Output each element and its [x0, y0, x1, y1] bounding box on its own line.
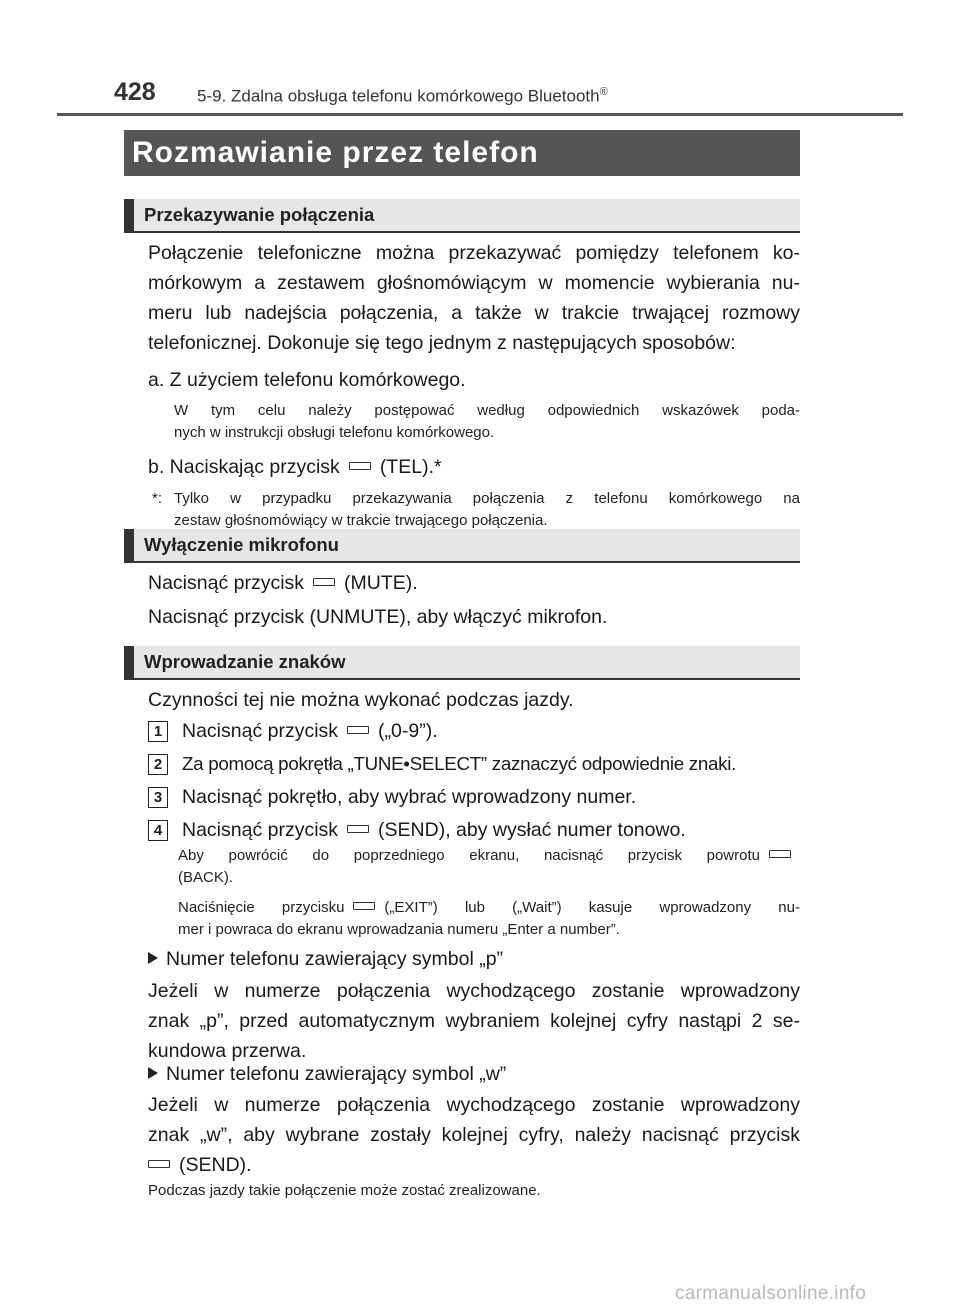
digits-button-icon	[347, 726, 369, 734]
sub1-line: znak „p”, przed automatycznym wybraniem kolejnej cyfry nastąpi 2 se-	[148, 1010, 800, 1032]
section-header-mute	[124, 529, 800, 563]
footnote-line: zestaw głośnomówiący w trakcie trwającego połączenia.	[174, 512, 548, 529]
send-button-icon	[148, 1160, 170, 1168]
back-note-prefix: Aby powrócić do poprzedniego ekranu, nacisnąć przycisk powrotu	[178, 847, 760, 864]
sub2-last-line	[148, 1150, 800, 1180]
sub2-line: Jeżeli w numerze połączenia wychodzącego zostanie wprowadzony	[148, 1094, 800, 1116]
footnote	[152, 488, 800, 532]
paragraph-line: Połączenie telefoniczne można przekazywać pomiędzy telefonem ko-	[148, 242, 800, 264]
step-number: 4	[148, 820, 168, 841]
step-number: 2	[148, 754, 168, 775]
page-number: 428	[114, 78, 156, 106]
step-text: Nacisnąć pokrętło, aby wybrać wprowadzony numer.	[182, 786, 637, 808]
section-header-transfer	[124, 199, 800, 233]
section-title: Wprowadzanie znaków	[144, 651, 346, 672]
back-note	[178, 845, 800, 889]
sub2-suffix: (SEND).	[179, 1154, 252, 1176]
page-title: Rozmawianie przez telefon	[132, 136, 539, 169]
exit-note-prefix: Naciśnięcie przycisku	[178, 899, 345, 916]
subheading-text: Numer telefonu zawierający symbol „p”	[166, 948, 504, 970]
tel-button-icon	[349, 462, 371, 470]
subheading-p	[148, 944, 800, 974]
option-a-note-line: W tym celu należy postępować według odpowiednich wskazówek poda-	[174, 402, 800, 419]
watermark: carmanualsonline.info	[675, 1283, 867, 1304]
paragraph-line: mórkowym a zestawem głośnomówiącym w momencie wybierania nu-	[148, 272, 800, 294]
sub1-line: kundowa przerwa.	[148, 1040, 307, 1062]
exit-note-line2: mer i powraca do ekranu wprowadzania numeru „Enter a number”.	[178, 921, 620, 938]
step-number: 1	[148, 721, 168, 742]
back-button-icon	[769, 850, 791, 858]
paragraph-line: meru lub nadejścia połączenia, a także w trakcie trwającej rozmowy	[148, 302, 800, 324]
subheading-text: Numer telefonu zawierający symbol „w”	[166, 1063, 507, 1085]
section-accent	[124, 529, 134, 561]
option-b-prefix: b. Naciskając przycisk	[148, 456, 340, 478]
step-text	[182, 815, 800, 845]
chapter-title	[197, 86, 608, 107]
sub1-line: Jeżeli w numerze połączenia wychodzącego zostanie wprowadzony	[148, 980, 800, 1002]
section-accent	[124, 646, 134, 678]
section-title: Wyłączenie mikrofonu	[144, 534, 339, 555]
step-text	[182, 716, 800, 746]
closing-note: Podczas jazdy takie połączenie może zostać zrealizowane.	[148, 1182, 541, 1199]
triangle-bullet-icon	[148, 1067, 158, 1079]
back-note-line	[178, 845, 800, 867]
footnote-line: Tylko w przypadku przekazywania połączenia z telefonu komórkowego na	[174, 490, 800, 507]
entry-intro: Czynności tej nie można wykonać podczas jazdy.	[148, 689, 574, 711]
step-text: Za pomocą pokrętła „TUNE•SELECT” zaznaczyć odpowiednie znaki.	[182, 753, 737, 774]
footnote-mark: *:	[152, 490, 163, 507]
registered-mark: ®	[599, 86, 608, 98]
option-a: a. Z użyciem telefonu komórkowego.	[148, 369, 466, 391]
unmute-line: Nacisnąć przycisk (UNMUTE), aby włączyć mikrofon.	[148, 606, 608, 628]
exit-note-rest: („EXIT”) lub („Wait”) kasuje wprowadzony nu-	[384, 899, 800, 916]
section-accent	[124, 199, 134, 231]
exit-note-line	[178, 897, 800, 919]
mute-prefix: Nacisnąć przycisk	[148, 572, 305, 594]
option-a-note-line: nych w instrukcji obsługi telefonu komórkowego.	[174, 424, 495, 441]
mute-suffix: (MUTE).	[344, 572, 418, 594]
step-number: 3	[148, 787, 168, 808]
exit-button-icon	[353, 902, 375, 910]
send-button-icon	[347, 825, 369, 833]
subheading-w	[148, 1059, 800, 1089]
paragraph-line: telefonicznej. Dokonuje się tego jednym z następujących sposobów:	[148, 332, 736, 354]
exit-note	[178, 897, 800, 941]
step-prefix: Nacisnąć przycisk	[182, 720, 339, 742]
step-suffix: (SEND), aby wysłać numer tonowo.	[378, 819, 686, 841]
mute-line	[148, 568, 800, 598]
step-suffix: („0-9”).	[378, 720, 438, 742]
section-header-entry	[124, 646, 800, 680]
triangle-bullet-icon	[148, 952, 158, 964]
header-divider	[57, 113, 903, 116]
option-b-suffix: (TEL).*	[379, 456, 442, 478]
mute-button-icon	[313, 578, 335, 586]
back-note-suffix: (BACK).	[178, 869, 234, 886]
step-prefix: Nacisnąć przycisk	[182, 819, 339, 841]
chapter-title-text: 5-9. Zdalna obsługa telefonu komórkowego Bluetooth	[197, 86, 600, 106]
option-b	[148, 452, 800, 482]
sub2-line: znak „w”, aby wybrane zostały kolejnej cyfry, należy nacisnąć przycisk	[148, 1124, 800, 1146]
section-title: Przekazywanie połączenia	[144, 204, 375, 225]
